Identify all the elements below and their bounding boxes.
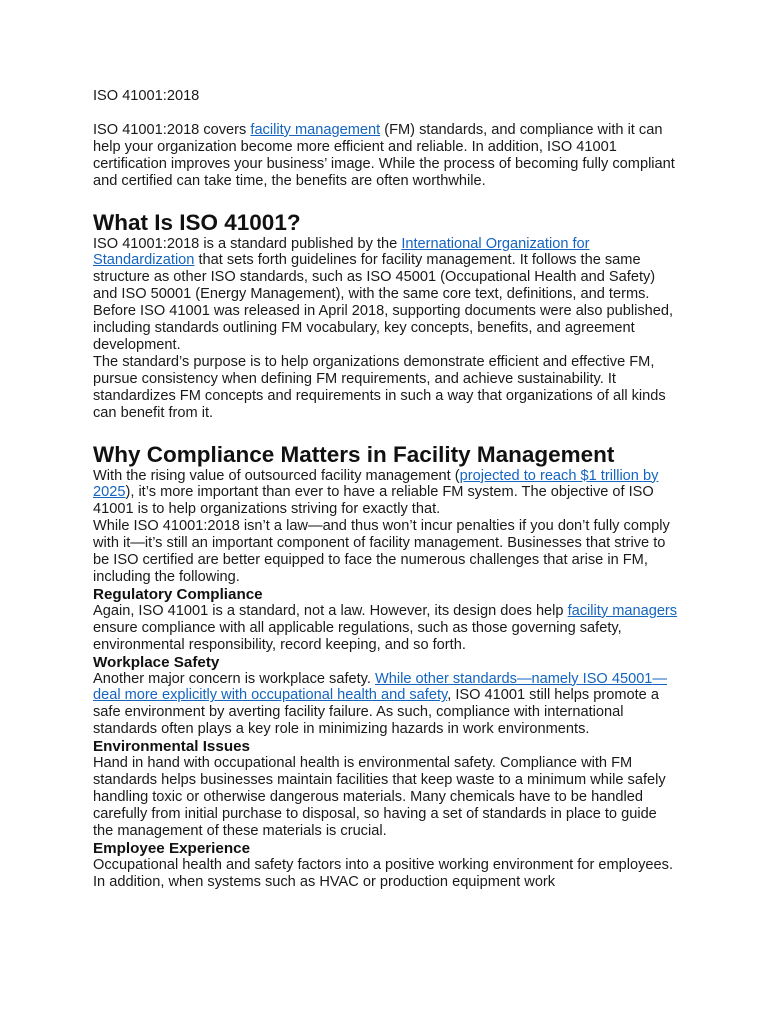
- facility-management-link[interactable]: facility management: [250, 121, 381, 138]
- heading-what-is-iso: What Is ISO 41001?: [93, 209, 301, 235]
- trillion-projection-link[interactable]: projected to reach $1 trillion by 2025: [93, 467, 659, 501]
- why-text-1: With the rising value of outsourced facility management (: [93, 467, 460, 484]
- intro-paragraph: [93, 122, 678, 190]
- what-is-paragraph-2: Before ISO 41001 was released in April 2018, supporting documents were also published, including standards outlining FM vocabulary, key concepts, benefits, and agreement development.: [93, 303, 674, 353]
- why-paragraph-1: [93, 468, 678, 519]
- heading-environmental-issues: Environmental Issues: [93, 738, 250, 756]
- heading-regulatory-compliance: Regulatory Compliance: [93, 585, 263, 603]
- heading-why-compliance: Why Compliance Matters in Facility Management: [93, 441, 615, 467]
- employee-paragraph: Occupational health and safety factors into a positive working environment for employees. In addition, when systems such as HVAC or production equipment work: [93, 856, 674, 890]
- workplace-text-2: , ISO 41001 still helps promote a safe environment by averting facility failure. As such, compliance with international standards often plays a key role in minimizing hazards in work environments.: [93, 687, 659, 738]
- intro-text-1: ISO 41001:2018 covers: [93, 121, 251, 138]
- workplace-paragraph: [93, 671, 678, 739]
- environmental-paragraph: Hand in hand with occupational health is environmental safety. Compliance with FM standards helps businesses maintain facilities that keep waste to a minimum while safely handling toxic or otherwise dangerous materials. Many chemicals have to be handled carefully from initial purchase to disposal, so having a set of standards in place to guide the management of these materials is crucial.: [93, 755, 666, 839]
- heading-employee-experience: Employee Experience: [93, 839, 251, 857]
- why-paragraph-2: While ISO 41001:2018 isn’t a law—and thus won’t incur penalties if you don’t fully comply with it—it’s still an important component of facility management. Businesses that strive to be ISO certified are better equipped to face the numerous challenges that arise in FM, including the following.: [93, 518, 670, 585]
- heading-workplace-safety: Workplace Safety: [93, 653, 220, 671]
- why-text-2: ), it’s more important than ever to have a reliable FM system. The objective of ISO 41001 is to help organizations striving for exactly that.: [93, 484, 654, 518]
- facility-managers-link[interactable]: facility managers: [567, 602, 678, 619]
- what-is-paragraph-1: [93, 236, 678, 304]
- document-title: ISO 41001:2018: [93, 88, 200, 104]
- regulatory-paragraph: [93, 603, 678, 654]
- regulatory-text-2: ensure compliance with all applicable regulations, such as those governing safety, environmental responsibility, record keeping, and so forth.: [93, 619, 622, 653]
- iso-organization-link[interactable]: International Organization for Standardization: [93, 235, 590, 269]
- what-is-text-2: that sets forth guidelines for facility management. It follows the same structure as other ISO standards, such as ISO 45001 (Occupational Health and Safety) and ISO 50001 (Energy Management), with the same core text, definitions, and terms.: [93, 252, 656, 303]
- document-body: [93, 88, 678, 891]
- what-is-text-1: ISO 41001:2018 is a standard published by the: [93, 235, 402, 252]
- iso-45001-link[interactable]: While other standards—namely ISO 45001—deal more explicitly with occupational health and safety: [93, 670, 668, 704]
- regulatory-text-1: Again, ISO 41001 is a standard, not a law. However, its design does help: [93, 602, 568, 619]
- workplace-text-1: Another major concern is workplace safety.: [93, 670, 375, 687]
- what-is-paragraph-3: The standard’s purpose is to help organizations demonstrate efficient and effective FM, pursue consistency when defining FM requirements, and achieve sustainability. It standardizes FM concepts and requirements in such a way that organizations of all kinds can benefit from it.: [93, 353, 666, 421]
- intro-text-2: (FM) standards, and compliance with it can help your organization become more efficient and reliable. In addition, ISO 41001 certification improves your business’ image. While the process of becoming fully compliant and certified can take time, the benefits are often worthwhile.: [93, 121, 675, 189]
